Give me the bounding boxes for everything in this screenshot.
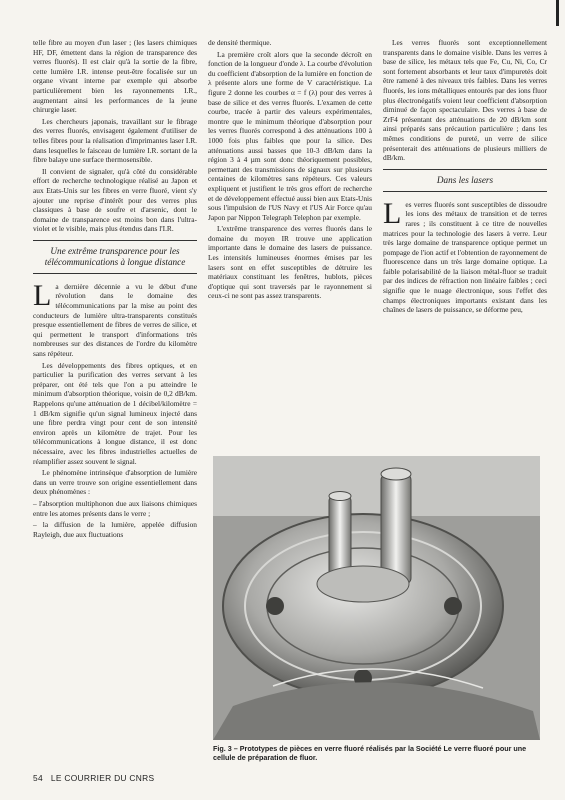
column-2 [208,38,372,303]
drop-cap: L [33,278,52,312]
page-footer [33,773,154,783]
paragraph: Les développements des fibres optiques, et en particulier la purification des verres servant à les préparer, ont été tels que l'on a pu atteindre le minimum d'absorption théorique, voisin de 0,2 dB/km. Rappelons qu'une atténuation de 1 décibel/kilomètre = 1 dB/km signifie qu'un signal lumineux injecté dans une fibre perdra vingt pour cent de son intensité environ après un kilomètre de trajet. Pour les télécommunications à longue distance, il est donc nécessaire, avec les fibres industrielles actuelles de réamplifier assez souvent le signal. [33,360,197,466]
list-item: – la diffusion de la lumière, appelée diffusion Rayleigh, due aux fluctuations [33,520,197,539]
publication-name: LE COURRIER DU CNRS [50,773,155,783]
paragraph [383,196,547,315]
paragraph-text: es verres fluorés sont susceptibles de dissoudre les ions des métaux de transition et de terres rares ; ils constituent à ce titre de nouvelles matrices pour la technologie des lasers à verre. Leur très large domaine de transparence optique permet un pompage de l'ion actif et l'obtention de rayonnement de fluorescence dans un très large domaine optique. La faible polarisabilité de la liaison métal-fluor se traduit par des indices de réfraction non linéaire faibles ; ceci signifie que le nuage électronique, sous l'effet des champs électroniques importants existant dans les chaînes de lasers de puissance, se déforme peu, [383,199,547,315]
paragraph: Il convient de signaler, qu'à côté du considérable effort de recherche technologique réalisé au Japon et aux Etats-Unis sur les fibres en verre fluoré, vient s'y ajouter une reprise d'intérêt pour des verres plus classiques à base de soufre et d'arsenic, dont le domaine de transparence est moins bon dans l'ultra-violet et le visible, mais plus étendus dans l'I.R. [33,166,197,234]
paragraph-text: a dernière décennie a vu le début d'une révolution dans le domaine des télécommunications par la mise au point des conducteurs de lumière ultra-transparents constitués presque essentiellement de fibres de verres de silice, et qui permettent le transport d'informations très nombreuses sur des distances de l'ordre du kilomètre sans répéteur. [33,281,197,359]
column-1 [33,38,197,541]
paragraph [33,278,197,359]
paragraph: Les chercheurs japonais, travaillant sur le fibrage des verres fluorés, envisagent également d'utiliser de telles fibres pour la réalisation d'imprimantes laser I.R. dans lesquelles le faisceau de lumière I.R. sortant de la fibre balaye une surface thermosensible. [33,116,197,165]
section-heading: Dans les lasers [383,169,547,192]
section-heading: Une extrême transparence pour les télécommunications à longue distance [33,240,197,274]
glass-parts-photo [213,456,540,740]
paragraph: Les verres fluorés sont exceptionnellement transparents dans le domaine visible. Dans les verres à base de silice, les métaux tels que Fe, Cu, Ni, Co, Cr sont fortement absorbants et leur taux d'impuretés doit être ramené à des niveaux très faibles. Dans les verres fluorés, les ions métalliques entourés par des ions fluor plus électronégatifs voient leur coefficient d'absorption diminué de façon spectaculaire. Des verres à base de ZrF4 présentant des atténuations de 20 dB/km sont ainsi préparés sans précaution particulière ; dans les mêmes conditions de pureté, un verre de silice présenterait des atténuations de plusieurs milliers de dB/km. [383,38,547,163]
paragraph: de densité thermique. [208,38,272,47]
figure-photo [213,456,540,740]
page-number: 54 [33,773,43,783]
paragraph: Le phénomène intrinsèque d'absorption de lumière dans un verre trouve son origine essentiellement dans deux phénomènes : [33,468,197,497]
drop-cap: L [383,196,402,230]
list-item: – l'absorption multiphonon due aux liaisons chimiques entre les atomes présents dans le verre ; [33,498,197,518]
edge-mark [556,0,559,26]
paragraph: telle fibre au moyen d'un laser ; (les lasers chimiques HF, DF, émettent dans la région de transparence des verres fluorés). Il est clair qu'à la sortie de la fibre, cette lumière I.R. intense peut-être focalisée sur un organe vivant interne par exemple qui absorbe particulièrement bien les rayonnements I.R., augmentant ainsi les performances de la jeune chirurgie laser. [33,38,197,115]
paragraph: L'extrême transparence des verres fluorés dans le domaine du moyen IR trouve une application importante dans le domaine des lasers de puissance. Les intensités lumineuses énormes émises par les lasers sont en effet susceptibles de détruire les matériaux constituant les fenêtres, hublots, pièces d'optique qui sont traversés par le rayonnement si ceux-ci ne sont pas assez transparents. [208,224,372,301]
figure-caption: Fig. 3 – Prototypes de pièces en verre fluoré réalisés par la Société Le verre fluoré pour une cellule de préparation de fluor. [213,744,527,762]
paragraph: La première croît alors que la seconde décroît en fonction de la longueur d'onde λ. La courbe d'évolution du coefficient d'absorption de la lumière en fonction de λ présente alors une forme de V caractéristique. La figure 2 donne les courbes α = f (λ) pour des verres à base de silice et des verres fluorés. L'examen de cette courbe, tracée à partir des valeurs expérimentales, montre que le minimum théorique d'absorption pour les verres fluorés correspond à des atténuations 100 à 1000 fois plus faibles que pour la silice. Des atténuations aussi basses que 10-3 dB/km dans la région 3 à 4 µm sont donc théoriquement possibles, permettant des transmissions de signaux sur plusieurs centaines de kilomètres sans répéteurs. Ces valeurs expliquent et justifient le très gros effort de recherche et de développement effectué aussi bien aux Etats-Unis sous l'impulsion de l'US Navy et l'US Air Force qu'au Japon par Nippon Telegraph Telephon par exemple. [208,49,372,222]
column-3 [383,38,547,317]
